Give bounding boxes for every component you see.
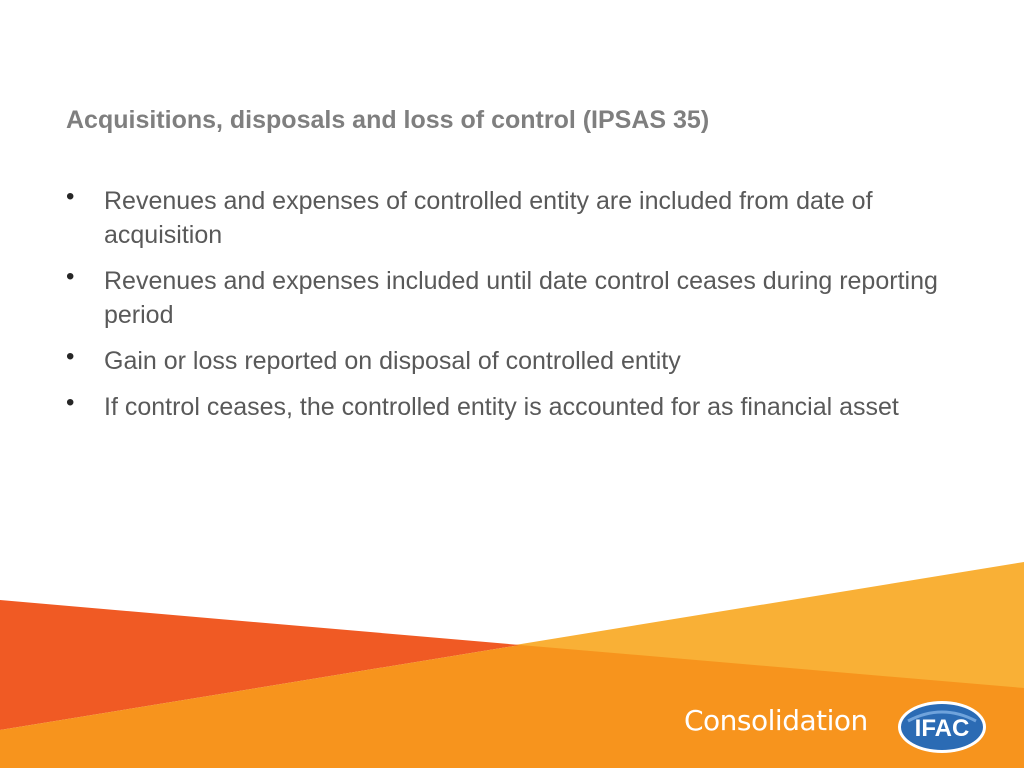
- bullet-dot-icon: •: [66, 183, 75, 210]
- bullet-dot-icon: •: [66, 263, 75, 290]
- svg-text:IFAC: IFAC: [914, 715, 970, 742]
- bullet-text: If control ceases, the controlled entity is accounted for as financial asset: [104, 393, 899, 421]
- ifac-logo: [896, 699, 988, 755]
- bullet-text: Revenues and expenses of controlled entity are included from date of acquisition: [104, 187, 873, 249]
- bullet-dot-icon: •: [66, 389, 75, 416]
- slide-title: Acquisitions, disposals and loss of control (IPSAS 35): [66, 106, 710, 134]
- bullet-text: Revenues and expenses included until date control ceases during reporting period: [104, 267, 938, 329]
- bullet-dot-icon: •: [66, 343, 75, 370]
- bullet-text: Gain or loss reported on disposal of controlled entity: [104, 347, 681, 375]
- footer-section-label: Consolidation: [684, 704, 868, 737]
